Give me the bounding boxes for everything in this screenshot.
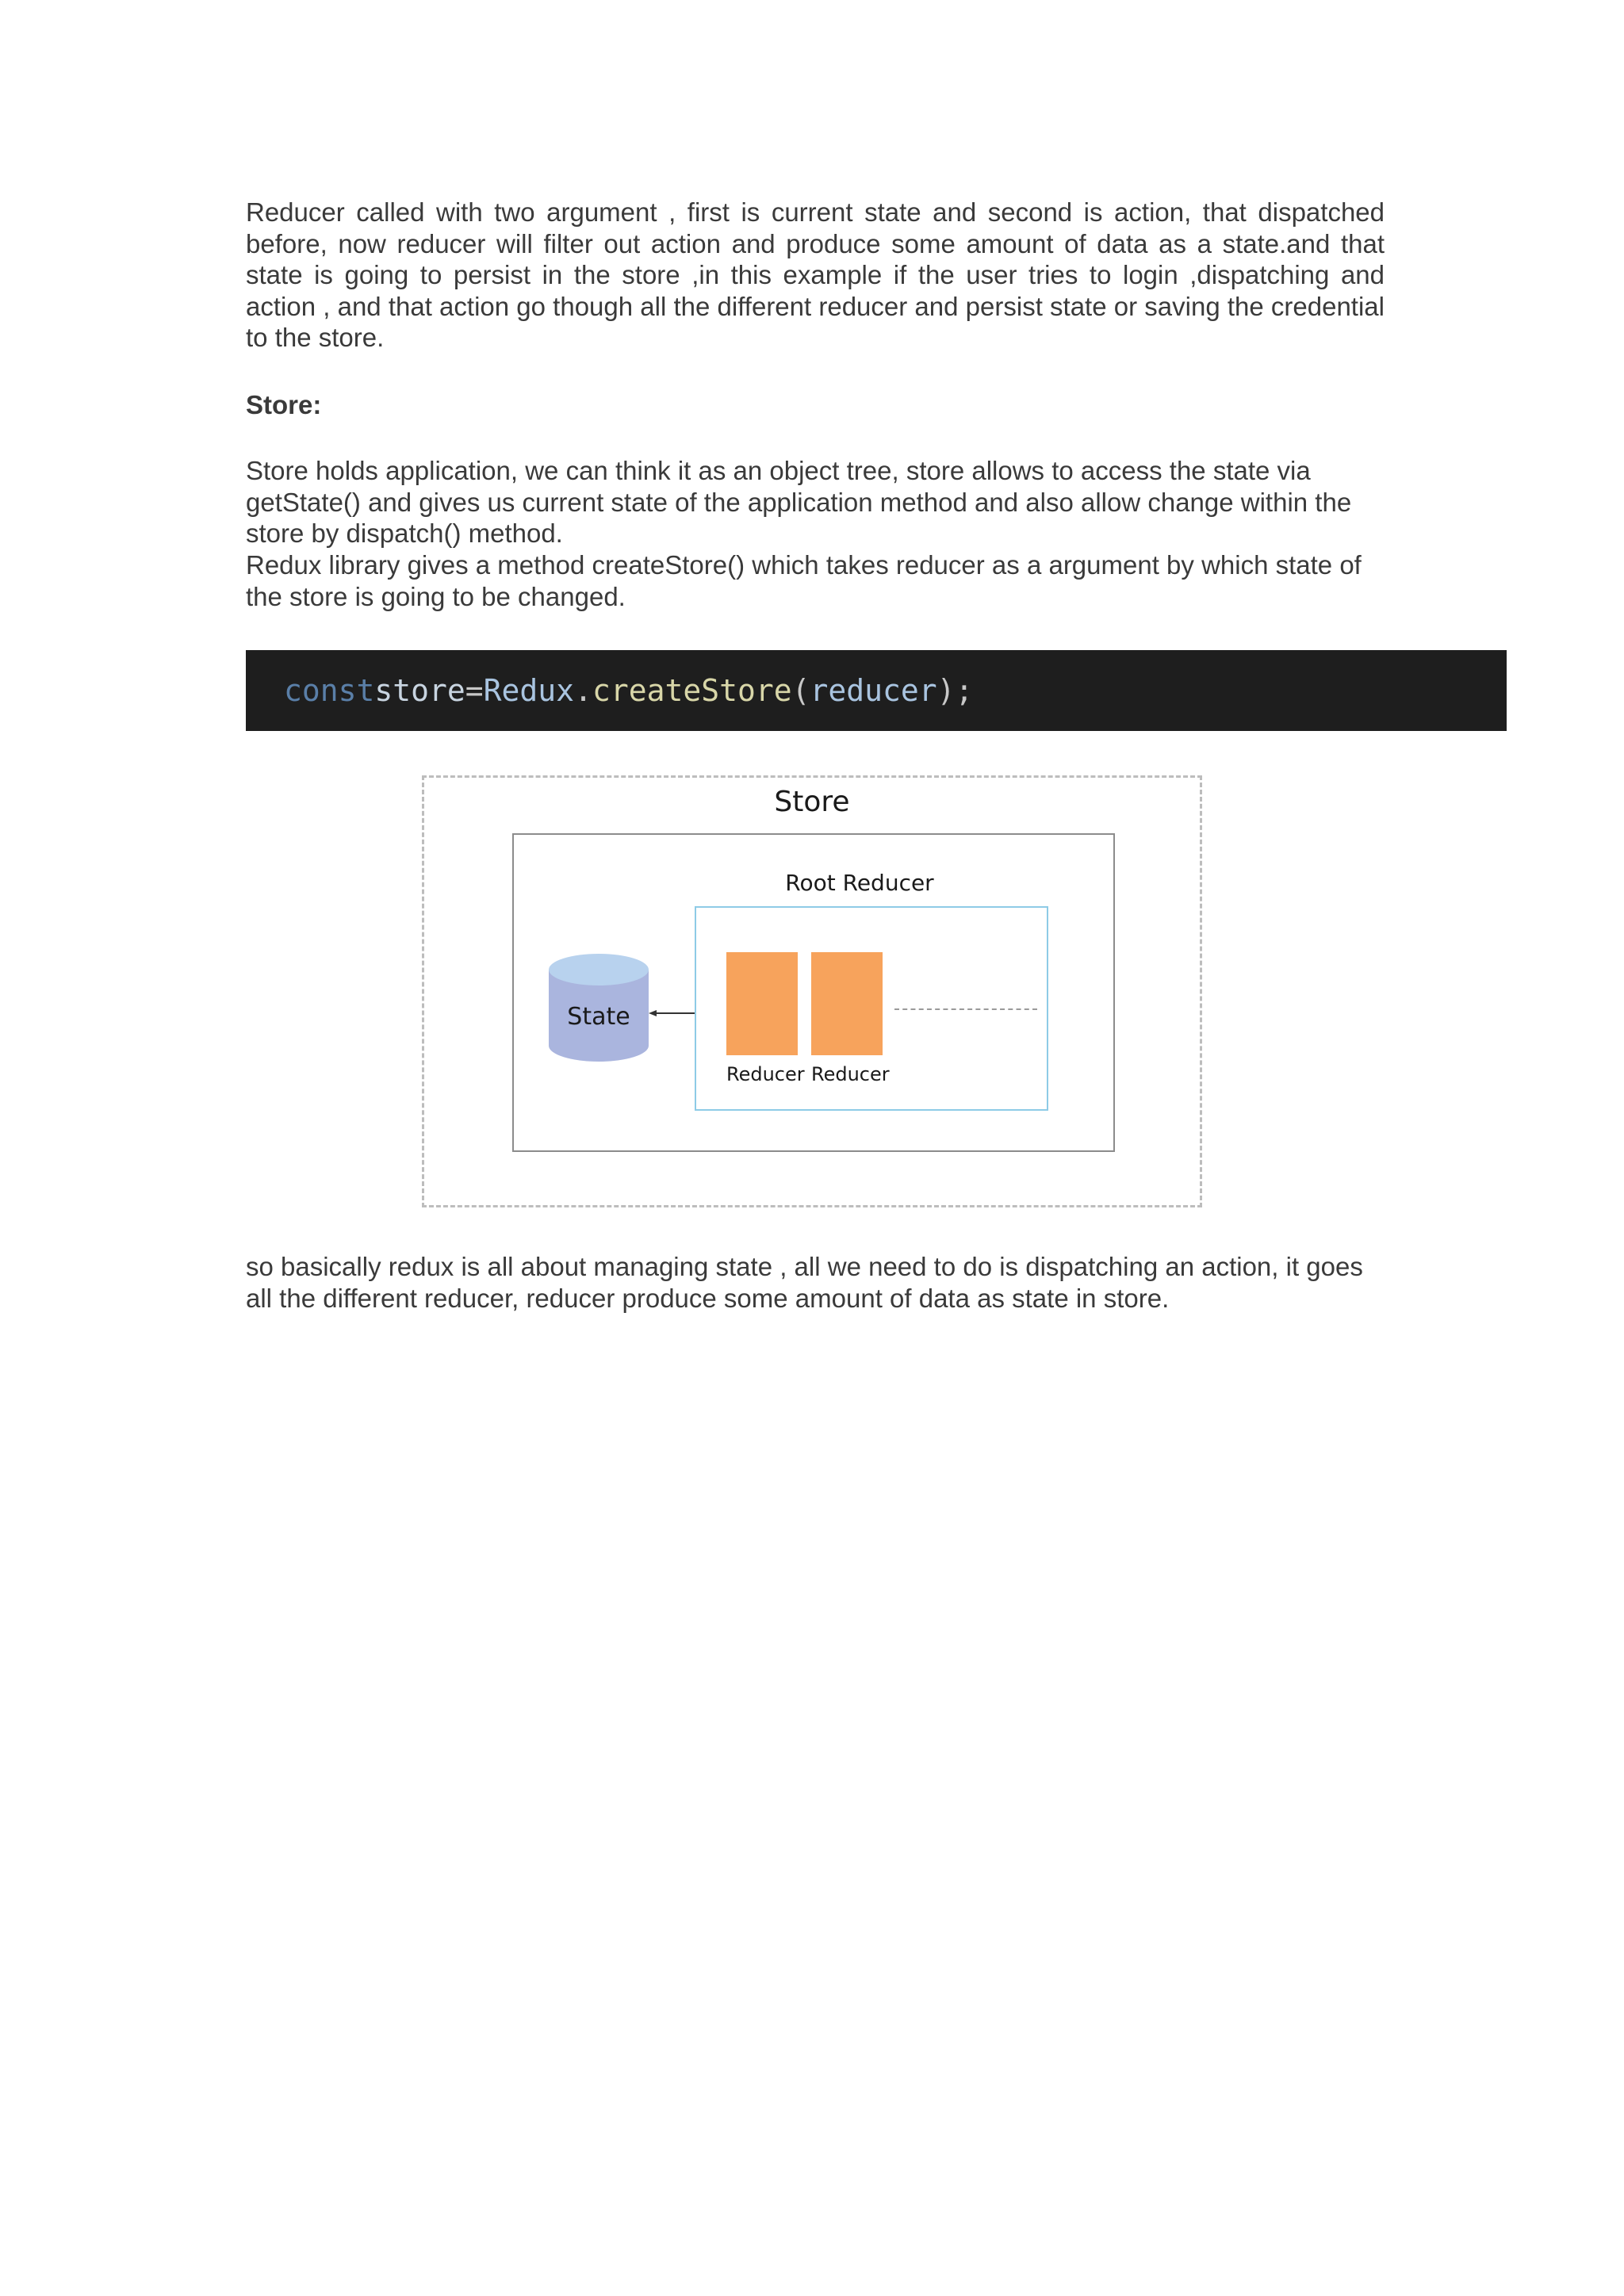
code-operator: = <box>465 673 484 708</box>
store-heading: Store: <box>246 390 322 419</box>
diagram-store-title: Store <box>774 786 850 818</box>
store-paragraph-1: Store holds application, we can think it as an object tree, store allows to access the state via getState() and gives us current state of the application method and also allow change within the store by dispatch() method. <box>246 456 1352 548</box>
store-paragraph-2: Redux library gives a method createStore() which takes reducer as a argument by which state of the store is going to be changed. <box>246 550 1362 611</box>
root-reducer-box <box>695 906 1048 1111</box>
code-keyword: const <box>284 673 375 708</box>
root-reducer-label: Root Reducer <box>785 870 934 896</box>
code-function: createStore <box>592 673 792 708</box>
more-reducers-dashed-line <box>894 1008 1037 1010</box>
code-object: Redux <box>483 673 575 708</box>
arrow-left-icon <box>649 1009 696 1017</box>
code-block <box>246 650 1507 731</box>
reducer-block-2 <box>811 952 883 1055</box>
code-variable: store <box>374 673 465 708</box>
code-dot: . <box>574 673 592 708</box>
code-argument: reducer <box>810 673 937 708</box>
reducer-label-2: Reducer <box>811 1063 890 1085</box>
state-label: State <box>567 1003 630 1031</box>
summary-paragraph: so basically redux is all about managing state , all we need to do is dispatching an action, it goes all the different reducer, reducer produce some amount of data as state in store. <box>246 1252 1363 1313</box>
code-close: ); <box>936 673 974 708</box>
code-open-paren: ( <box>791 673 810 708</box>
reducer-label-1: Reducer <box>726 1063 805 1085</box>
reducer-paragraph: Reducer called with two argument , first is current state and second is action, that dispatched before, now reducer will filter out action and produce some amount of data as a state.and that state is going to persist in the store ,in this example if the user tries to login ,dispatching and action , and that action go though all the different reducer and persist state or saving the credential to the store. <box>246 197 1385 352</box>
store-box <box>512 833 1115 1152</box>
store-diagram <box>422 775 1202 1207</box>
reducer-block-1 <box>726 952 798 1055</box>
